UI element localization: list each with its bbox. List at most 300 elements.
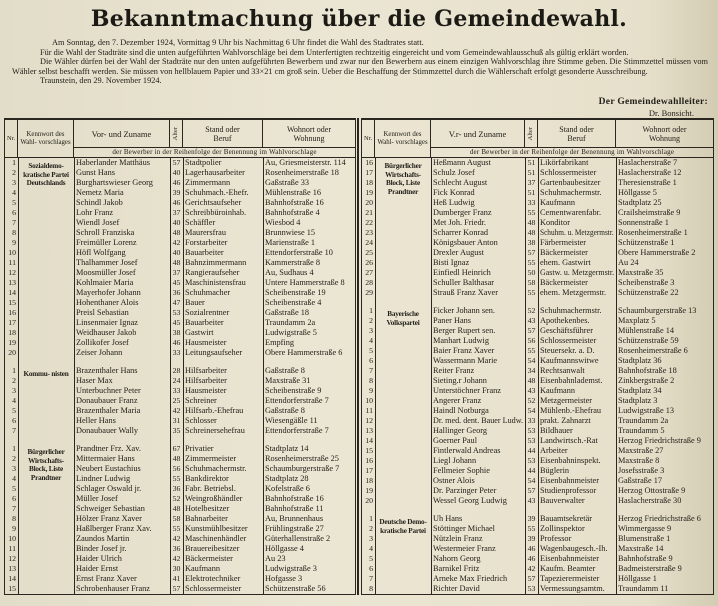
candidate-name <box>74 386 170 396</box>
candidate-address-text: Empfing <box>265 338 295 347</box>
candidate-age-text: 55 <box>527 524 536 533</box>
candidate-number-text: 2 <box>12 454 16 463</box>
candidate-number <box>5 188 18 198</box>
candidate-occupation-text: Weingroßhändler <box>185 494 243 503</box>
candidate-address <box>263 484 355 494</box>
candidate-age-text: 33 <box>172 386 181 395</box>
candidate-name-text: Haider Ulrich <box>76 554 122 563</box>
candidate-age-text: 45 <box>172 318 181 327</box>
candidate-number-text: 17 <box>365 466 373 475</box>
candidate-age-text: 51 <box>527 168 536 177</box>
candidate-age-text: 48 <box>527 376 536 385</box>
candidate-number <box>362 336 375 346</box>
candidate-name-text: Preisl Sebastian <box>76 308 129 317</box>
candidate-occupation-text: Mühlenb.-Ehefrau <box>540 406 602 415</box>
candidate-number-text: 4 <box>12 474 16 483</box>
candidate-occupation <box>538 238 616 248</box>
candidate-address <box>616 228 713 238</box>
candidate-address <box>263 504 355 514</box>
candidate-name-text: Einfiedl Heinrich <box>433 268 491 277</box>
candidate-number-text: 17 <box>365 168 373 177</box>
candidate-number-text: 2 <box>369 524 373 533</box>
candidate-number <box>5 426 18 436</box>
candidate-age <box>170 228 183 238</box>
candidate-name <box>74 238 170 248</box>
candidate-occupation <box>538 406 616 416</box>
candidate-number-text: 12 <box>8 554 16 563</box>
candidate-occupation <box>538 288 616 298</box>
candidate-name <box>74 534 170 544</box>
candidate-address-text: Bahnhofstraße 11 <box>265 504 324 513</box>
candidate-name <box>74 338 170 348</box>
candidate-name-text: Zaundos Martin <box>76 534 130 543</box>
candidate-occupation <box>538 268 616 278</box>
candidate-address-text: Schaumburgerstraße 7 <box>265 464 340 473</box>
candidate-occupation-text: Stadtpolier <box>185 158 222 167</box>
candidate-address-text: Herzog Friedrichstraße 9 <box>618 436 701 445</box>
party-list <box>5 158 355 358</box>
candidate-occupation-text: Eisenbahninspekt. <box>540 456 601 465</box>
candidate-number <box>362 356 375 366</box>
candidate-number-text: 8 <box>12 514 16 523</box>
candidate-name-text: Brazenthaler Maria <box>76 406 141 415</box>
candidate-occupation <box>183 318 263 328</box>
candidate-occupation-text: Professor <box>540 534 572 543</box>
candidate-occupation <box>183 258 263 268</box>
candidate-age <box>525 466 538 476</box>
candidate-name <box>74 426 170 436</box>
candidate-name-text: Schlecht August <box>433 178 488 187</box>
candidate-number <box>362 396 375 406</box>
candidate-occupation <box>183 544 263 554</box>
candidate-name <box>74 376 170 386</box>
candidate-address-text: Rosenheimerstraße 6 <box>618 346 688 355</box>
candidate-occupation-text: Hilfsarbeiter <box>185 376 227 385</box>
candidate-occupation <box>538 346 616 356</box>
candidate-name <box>74 574 170 584</box>
candidate-age <box>525 188 538 198</box>
candidate-number <box>5 198 18 208</box>
candidate-occupation-text: Schuhmachermstr. <box>540 188 602 197</box>
candidate-age-text: 67 <box>172 444 181 453</box>
candidate-number <box>5 544 18 554</box>
candidate-number <box>5 386 18 396</box>
candidate-occupation <box>183 248 263 258</box>
candidate-name <box>431 466 525 476</box>
signature-name: Dr. Bonsicht. <box>648 108 694 118</box>
candidate-occupation-text: Schreinersehefrau <box>185 426 245 435</box>
candidate-name-text: Westermeier Franz <box>433 544 496 553</box>
candidate-occupation-text: Bäckermeister <box>185 554 233 563</box>
candidate-number <box>362 326 375 336</box>
candidate-number-text: 15 <box>8 298 16 307</box>
candidate-address <box>263 208 355 218</box>
candidate-age <box>525 228 538 238</box>
candidate-name <box>74 564 170 574</box>
candidate-occupation-text: Hausmeister <box>185 338 227 347</box>
candidate-occupation <box>538 476 616 486</box>
candidate-number <box>5 228 18 238</box>
candidate-number <box>362 584 375 594</box>
candidate-number-text: 29 <box>365 288 373 297</box>
header-subheader: der Bewerber in der Reihenfolge der Benennung im Wahlvorschlage <box>74 147 355 157</box>
candidate-age <box>525 198 538 208</box>
candidate-name-text: Hallinger Georg <box>433 426 487 435</box>
candidate-age <box>170 504 183 514</box>
candidate-age <box>170 198 183 208</box>
candidate-age <box>525 584 538 594</box>
candidate-address <box>263 188 355 198</box>
candidate-number <box>5 444 18 454</box>
candidate-address-text: Au, Brunnenhaus <box>265 514 324 523</box>
candidate-number <box>5 318 18 328</box>
candidate-name-text: Gunst Hans <box>76 168 115 177</box>
notice-place-date: Traunstein, den 29. November 1924. <box>40 76 162 86</box>
candidate-occupation <box>183 328 263 338</box>
candidate-number <box>5 218 18 228</box>
candidate-name <box>431 228 525 238</box>
candidate-number-text: 18 <box>365 476 373 485</box>
candidate-occupation-text: Wagenbaugesch.-Ih. <box>540 544 608 553</box>
candidate-number-text: 1 <box>12 158 16 167</box>
candidate-address-text: Ettendorferstraße 7 <box>265 426 329 435</box>
candidate-address <box>616 386 713 396</box>
candidate-address-text: Au 23 <box>265 554 286 563</box>
candidate-number-text: 15 <box>365 446 373 455</box>
candidate-name <box>74 228 170 238</box>
candidate-name-text: Linsenmaier Ignaz <box>76 318 138 327</box>
candidate-age <box>170 298 183 308</box>
candidate-name-text: Hölzer Franz Xaver <box>76 514 142 523</box>
candidate-age-text: 48 <box>172 454 181 463</box>
candidate-age <box>525 376 538 386</box>
candidate-address <box>263 348 355 358</box>
candidate-address-text: Rosenheimerstraße 18 <box>265 168 339 177</box>
candidate-name-text: Prandtner Frz. Xav. <box>76 444 141 453</box>
candidate-number <box>5 238 18 248</box>
candidate-address <box>616 476 713 486</box>
candidate-name-text: Schrobenhauser Franz <box>76 584 150 593</box>
candidate-number <box>5 464 18 474</box>
candidate-name-text: Thalhammer Josef <box>76 258 138 267</box>
candidate-number-text: 8 <box>12 228 16 237</box>
candidate-occupation-text: Schreibbüroinhab. <box>185 208 247 217</box>
candidate-name <box>431 564 525 574</box>
candidate-address <box>616 158 713 168</box>
candidate-address <box>616 534 713 544</box>
candidate-name-text: Haßlberger Franz Xav. <box>76 524 152 533</box>
candidate-age-text: 53 <box>172 308 181 317</box>
candidate-occupation-text: Schlosser <box>185 416 217 425</box>
candidate-number <box>5 268 18 278</box>
candidate-age-text: 53 <box>527 426 536 435</box>
candidate-occupation <box>183 574 263 584</box>
candidate-occupation <box>538 228 616 238</box>
candidate-address-text: Untere Hammerstraße 8 <box>265 278 345 287</box>
candidate-name-text: Richter David <box>433 584 480 593</box>
candidate-address <box>263 524 355 534</box>
candidate-occupation <box>183 366 263 376</box>
candidate-address <box>616 584 713 594</box>
list-keyword: Bürgerlicher Wirtschafts- Block, Liste Prandtner <box>384 162 422 196</box>
candidate-number <box>362 544 375 554</box>
candidate-occupation-text: Privatier <box>185 444 214 453</box>
candidate-occupation <box>538 524 616 534</box>
candidate-number <box>5 406 18 416</box>
candidate-name-text: Drexler August <box>433 248 484 257</box>
candidate-name-text: Binder Josef jr. <box>76 544 127 553</box>
candidate-name-text: Hohenthaner Alois <box>76 298 139 307</box>
candidate-address-text: Schützenstraße 22 <box>618 288 679 297</box>
candidate-occupation-text: Lagerhausarbeiter <box>185 168 245 177</box>
candidate-number <box>362 534 375 544</box>
candidate-address <box>263 426 355 436</box>
candidate-address <box>616 288 713 298</box>
candidate-number <box>5 168 18 178</box>
candidate-name-text: Moosmüller Josef <box>76 268 136 277</box>
candidate-number <box>362 188 375 198</box>
candidate-address <box>616 514 713 524</box>
candidate-age <box>170 494 183 504</box>
candidate-age-text: 36 <box>172 544 181 553</box>
candidate-age <box>525 346 538 356</box>
candidate-number-text: 10 <box>8 248 16 257</box>
candidate-number <box>5 308 18 318</box>
candidate-occupation <box>538 248 616 258</box>
candidate-occupation-text: Vermessungsamtm. <box>540 584 605 593</box>
candidate-occupation <box>183 348 263 358</box>
candidate-age <box>525 158 538 168</box>
candidate-number-text: 13 <box>8 278 16 287</box>
candidate-name-text: Donaubauer Wally <box>76 426 139 435</box>
candidate-age <box>170 416 183 426</box>
candidate-age-text: 37 <box>172 208 181 217</box>
candidate-address <box>263 248 355 258</box>
candidate-age-text: 31 <box>172 416 181 425</box>
candidate-number <box>5 416 18 426</box>
candidate-address <box>263 158 355 168</box>
candidate-number-text: 2 <box>12 168 16 177</box>
candidate-name <box>74 188 170 198</box>
candidate-address <box>616 496 713 506</box>
header-keyword: Kennwort des Wahl- vorschlages <box>375 120 431 157</box>
candidate-age-text: 38 <box>172 328 181 337</box>
candidate-age <box>170 484 183 494</box>
candidate-occupation <box>538 326 616 336</box>
candidate-name-text: Haider Ernst <box>76 564 119 573</box>
candidate-name <box>431 198 525 208</box>
candidate-occupation <box>183 198 263 208</box>
candidate-age <box>170 464 183 474</box>
candidate-age-text: 46 <box>527 554 536 563</box>
candidate-address <box>616 326 713 336</box>
candidate-occupation-text: Bauamtsekretär <box>540 514 593 523</box>
candidate-age-text: 36 <box>172 288 181 297</box>
candidate-number-text: 5 <box>369 346 373 355</box>
candidate-occupation-text: Schuhmacher <box>185 288 231 297</box>
candidate-number-text: 7 <box>12 426 16 435</box>
candidate-name <box>431 486 525 496</box>
candidate-address <box>616 396 713 406</box>
candidate-occupation <box>183 338 263 348</box>
candidate-address <box>263 396 355 406</box>
candidate-name-text: Schindl Jakob <box>76 198 123 207</box>
candidate-age <box>525 366 538 376</box>
candidate-name-text: Freimüller Lorenz <box>76 238 137 247</box>
candidate-occupation-text: Kaufm. Beamter <box>540 564 596 573</box>
candidate-occupation <box>183 484 263 494</box>
candidate-name-text: Paner Hans <box>433 316 472 325</box>
candidate-age <box>170 188 183 198</box>
candidate-occupation <box>183 524 263 534</box>
candidate-address-text: Bahnhofstraße 18 <box>618 366 677 375</box>
candidate-name <box>74 268 170 278</box>
candidate-address <box>616 218 713 228</box>
candidate-address <box>263 328 355 338</box>
candidate-number-text: 3 <box>369 534 373 543</box>
candidate-age <box>525 208 538 218</box>
candidate-address-text: Rosenheimerstraße 25 <box>265 454 339 463</box>
candidate-number-text: 19 <box>8 338 16 347</box>
list-keyword: Bürgerlicher Wirtschafts- Block, Liste Prandtner <box>27 448 65 482</box>
candidate-name <box>431 326 525 336</box>
candidate-name <box>74 248 170 258</box>
candidate-address <box>263 288 355 298</box>
candidate-address-text: Scheibenstraße 9 <box>265 386 322 395</box>
candidate-number <box>362 426 375 436</box>
candidate-address-text: Stadtplatz 36 <box>618 356 662 365</box>
candidate-age-text: 54 <box>527 406 536 415</box>
candidate-occupation-text: Maurersfrau <box>185 228 227 237</box>
candidate-age-text: 40 <box>172 248 181 257</box>
candidate-age <box>525 514 538 524</box>
candidate-age-text: 41 <box>172 574 181 583</box>
candidate-address-text: Ludwigstraße 13 <box>618 406 674 415</box>
candidate-number-text: 3 <box>12 178 16 187</box>
candidate-age-text: 48 <box>527 228 536 237</box>
candidate-name-text: Ernst Franz Xaver <box>76 574 137 583</box>
candidate-occupation-text: Kaufmann <box>540 198 576 207</box>
candidate-age <box>525 278 538 288</box>
candidate-address-text: Wiesbod 4 <box>265 218 301 227</box>
candidate-age-text: 56 <box>527 336 536 345</box>
candidate-age <box>525 554 538 564</box>
candidate-number-text: 24 <box>365 238 373 247</box>
candidate-address-text: Obere Hammerstraße 6 <box>265 348 343 357</box>
candidate-number-text: 2 <box>369 316 373 325</box>
signature-role: Der Gemeindewahlleiter: <box>598 97 708 107</box>
candidate-name <box>74 444 170 454</box>
candidate-address-text: Maxstraße 8 <box>618 456 660 465</box>
candidate-occupation <box>183 268 263 278</box>
candidate-occupation <box>183 444 263 454</box>
candidate-address-text: Wiesengäßle 11 <box>265 416 318 425</box>
header-name: Vor- und Zuname <box>74 120 170 147</box>
candidate-address <box>616 238 713 248</box>
candidate-address <box>263 376 355 386</box>
candidate-number <box>362 208 375 218</box>
candidate-age <box>525 436 538 446</box>
candidate-name-text: Wessel Georg Ludwig <box>433 496 507 505</box>
candidate-name <box>431 258 525 268</box>
candidate-address <box>263 464 355 474</box>
candidate-name-text: Wassermann Marie <box>433 356 498 365</box>
candidate-number <box>5 554 18 564</box>
candidate-occupation-text: Brauereibesitzer <box>185 544 240 553</box>
candidate-number-text: 13 <box>8 564 16 573</box>
candidate-number-text: 6 <box>369 564 373 573</box>
candidate-occupation-text: Landwirtsch.-Rat <box>540 436 598 445</box>
candidate-address <box>263 366 355 376</box>
candidate-age-text: 57 <box>527 248 536 257</box>
candidate-age <box>525 178 538 188</box>
candidate-age-text: 55 <box>527 346 536 355</box>
candidate-age-text: 57 <box>172 158 181 167</box>
candidate-name <box>431 366 525 376</box>
candidate-age <box>525 386 538 396</box>
candidate-name <box>74 366 170 376</box>
candidate-address <box>616 336 713 346</box>
candidate-address-text: Sonnenstraße 1 <box>618 218 669 227</box>
candidate-name-text: Haberlander Matthäus <box>76 158 150 167</box>
candidate-number-text: 7 <box>12 504 16 513</box>
candidate-address <box>616 564 713 574</box>
candidate-name <box>431 574 525 584</box>
candidate-age <box>525 544 538 554</box>
candidate-name <box>431 534 525 544</box>
candidate-occupation-text: Maschinistensfrau <box>185 278 246 287</box>
candidate-name <box>74 308 170 318</box>
header-keyword: Kennwort des Wahl- vorschlages <box>18 120 74 157</box>
candidate-name <box>431 278 525 288</box>
candidate-occupation <box>538 396 616 406</box>
candidate-occupation <box>538 486 616 496</box>
candidate-number-text: 16 <box>8 308 16 317</box>
candidate-address <box>263 178 355 188</box>
candidate-address-text: Badmeisterstraße 9 <box>618 564 682 573</box>
candidate-address <box>263 298 355 308</box>
candidate-name <box>431 476 525 486</box>
candidate-occupation-text: Rechtsanwalt <box>540 366 585 375</box>
candidate-age <box>525 496 538 506</box>
candidate-number <box>362 158 375 168</box>
candidate-age-text: 52 <box>527 396 536 405</box>
candidate-name-text: Burghartswieser Georg <box>76 178 153 187</box>
candidate-number-text: 5 <box>369 554 373 563</box>
header-name: V.r- und Zuname <box>431 120 525 147</box>
candidate-name-text: Schlager Oswald jr. <box>76 484 142 493</box>
candidate-number-text: 3 <box>12 386 16 395</box>
candidate-name <box>431 188 525 198</box>
candidate-number <box>5 564 18 574</box>
signature-block <box>599 97 708 118</box>
candidate-occupation <box>183 554 263 564</box>
candidate-address-text: Bahnhofstraße 4 <box>265 208 320 217</box>
candidate-occupation <box>538 446 616 456</box>
candidate-age <box>170 218 183 228</box>
candidate-name-text: Dumberger Franz <box>433 208 492 217</box>
notice-paragraph: Für die Wahl der Stadträte sind die unten aufgeführten Wahlvorschläge bei dem Unterfertigten rechtzeitig eingereicht und vom Gemeindewahlausschuß als gültig erklärt worden. <box>40 47 629 57</box>
candidate-age-text: 46 <box>172 198 181 207</box>
candidate-name-text: Heßmann August <box>433 158 491 167</box>
candidate-address-text: Brunnwiese 15 <box>265 228 316 237</box>
candidate-age-text: 55 <box>527 288 536 297</box>
candidate-address-text: Traundamm 2a <box>618 416 669 425</box>
candidate-number <box>362 524 375 534</box>
candidate-age-text: 28 <box>172 366 181 375</box>
candidate-occupation <box>183 494 263 504</box>
candidate-name <box>74 406 170 416</box>
